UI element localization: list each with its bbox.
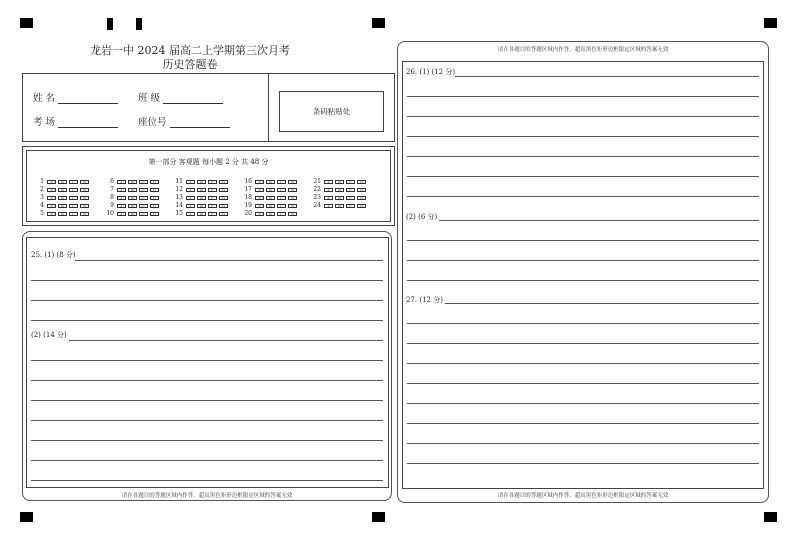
answer-line[interactable] [407,260,759,261]
mc-option-bubble[interactable]: C [69,212,78,217]
mc-question-number: 15 [175,210,183,217]
mc-option-bubble[interactable]: A [117,204,126,209]
mc-column [312,178,368,210]
mc-question-number: 11 [175,178,183,185]
mc-option-bubble[interactable]: B [58,180,67,185]
answer-line[interactable] [407,136,759,137]
mc-option-bubble[interactable]: B [197,212,206,217]
mc-question-number: 17 [244,186,252,193]
mc-option-bubble[interactable]: D [150,196,159,201]
mc-option-bubble[interactable]: D [150,180,159,185]
mc-option-bubble[interactable]: B [58,196,67,201]
q25-part2-label: (2) (14 分) [31,331,67,339]
mc-option-bubble[interactable]: A [47,204,56,209]
q25-part1-label: 25. (1) (8 分) [31,251,76,259]
answer-line[interactable] [407,343,759,344]
answer-line[interactable] [31,380,383,381]
seat-field[interactable] [138,114,230,128]
answer-line[interactable] [31,480,383,481]
mc-column [174,178,230,218]
mc-question-number: 8 [110,194,114,201]
mc-option-bubble[interactable]: C [139,196,148,201]
q26-part2-label: (2) (6 分) [406,213,438,221]
right-top-notice: 请在各题目的答题区域内作答，超出黑色矩形边框限定区域的答案无效 [497,47,669,53]
registration-mark [372,18,385,28]
mc-question-number: 5 [40,210,44,217]
right-answer-box [402,61,764,489]
answer-line[interactable] [445,303,759,304]
answer-line[interactable] [407,116,759,117]
mc-option-bubble[interactable]: D [80,180,89,185]
mc-option-bubble[interactable]: D [357,204,366,209]
mc-question-row [174,210,230,218]
mc-option-bubble[interactable]: D [150,212,159,217]
mc-section [22,146,395,226]
mc-option-bubble[interactable]: B [266,212,275,217]
mc-question-row [105,194,161,202]
class-label: 班 级 [138,93,161,104]
exam-title: 龙岩一中 2024 届高二上学期第三次月考 [90,44,290,57]
mc-option-bubble[interactable]: B [128,212,137,217]
answer-line[interactable] [407,156,759,157]
mc-question-number: 3 [40,194,44,201]
answer-line[interactable] [407,463,759,464]
mc-question-number: 4 [40,202,44,209]
mc-inner-frame [26,150,391,222]
name-underline[interactable] [58,93,118,104]
mc-option-bubble[interactable]: C [346,204,355,209]
mc-column [105,178,161,218]
mc-question-row [174,194,230,202]
answer-line[interactable] [407,280,759,281]
mc-option-bubble[interactable]: C [277,180,286,185]
answer-line[interactable] [439,220,759,221]
mc-question-row [105,210,161,218]
mc-question-number: 24 [313,202,321,209]
registration-mark [20,512,33,522]
q25-answer-box [26,237,389,488]
answer-line[interactable] [31,400,383,401]
mc-option-bubble[interactable]: C [69,204,78,209]
mc-option-bubble[interactable]: A [186,212,195,217]
seat-underline[interactable] [170,117,230,128]
mc-option-bubble[interactable]: A [117,188,126,193]
mc-option-bubble[interactable]: A [47,188,56,193]
mc-option-bubble[interactable]: A [255,196,264,201]
mc-question-number: 18 [244,194,252,201]
answer-line[interactable] [31,320,383,321]
mc-question-number: 16 [244,178,252,185]
exam-subtitle: 历史答题卷 [162,58,218,71]
answer-line[interactable] [31,280,383,281]
mc-option-bubble[interactable]: C [277,204,286,209]
mc-option-bubble[interactable]: D [80,196,89,201]
left-bottom-notice: 请在各题目的答题区域内作答，超出黑色矩形边框限定区域的答案无效 [121,493,293,499]
mc-option-bubble[interactable]: B [335,188,344,193]
mc-question-number: 19 [244,202,252,209]
barcode-label: 条码粘贴处 [312,107,351,116]
mc-option-bubble[interactable]: B [58,204,67,209]
mc-option-bubble[interactable]: C [208,188,217,193]
mc-option-bubble[interactable]: D [219,196,228,201]
mc-option-bubble[interactable]: B [335,204,344,209]
mc-option-bubble[interactable]: D [80,212,89,217]
answer-line[interactable] [407,443,759,444]
answer-line[interactable] [407,423,759,424]
mc-option-bubble[interactable]: D [288,188,297,193]
mc-option-bubble[interactable]: C [208,212,217,217]
mc-option-bubble[interactable]: A [255,188,264,193]
mc-option-bubble[interactable]: D [288,180,297,185]
mc-question-number: 21 [313,178,321,185]
mc-question-row [174,178,230,186]
mc-option-bubble[interactable]: C [69,188,78,193]
mc-question-row [35,202,91,210]
mc-option-bubble[interactable]: B [58,212,67,217]
mc-option-bubble[interactable]: D [219,204,228,209]
mc-question-row [105,202,161,210]
mc-option-bubble[interactable]: C [139,188,148,193]
mc-answer-grid [27,178,390,223]
mc-option-bubble[interactable]: A [324,196,333,201]
mc-option-bubble[interactable]: D [357,188,366,193]
mc-option-bubble[interactable]: D [219,188,228,193]
answer-line[interactable] [407,176,759,177]
mc-question-number: 7 [110,186,114,193]
mc-option-bubble[interactable]: C [277,188,286,193]
mc-question-row [312,186,368,194]
answer-line[interactable] [407,323,759,324]
info-divider [268,74,269,141]
mc-question-row [105,178,161,186]
mc-question-row [312,178,368,186]
mc-question-number: 9 [110,202,114,209]
mc-option-bubble[interactable]: A [324,204,333,209]
mc-option-bubble[interactable]: A [186,204,195,209]
class-field[interactable] [138,90,223,104]
name-field[interactable] [33,90,118,104]
answer-line[interactable] [407,363,759,364]
room-label: 考 场 [33,117,56,128]
mc-option-bubble[interactable]: B [128,180,137,185]
mc-option-bubble[interactable]: D [150,188,159,193]
mc-question-row [35,210,91,218]
answer-line[interactable] [407,403,759,404]
mc-column [243,178,299,218]
mc-question-number: 23 [313,194,321,201]
mc-question-number: 14 [175,202,183,209]
answer-line[interactable] [31,360,383,361]
mc-option-bubble[interactable]: D [288,196,297,201]
mc-option-bubble[interactable]: D [219,180,228,185]
mc-option-bubble[interactable]: A [117,180,126,185]
mc-question-number: 1 [40,178,44,185]
mc-question-number: 12 [175,186,183,193]
mc-option-bubble[interactable]: C [346,188,355,193]
registration-mark [20,18,33,28]
mc-option-bubble[interactable]: D [288,212,297,217]
mc-option-bubble[interactable]: A [324,188,333,193]
mc-option-bubble[interactable]: B [335,180,344,185]
answer-line[interactable] [407,383,759,384]
mc-column [35,178,91,218]
mc-question-row [35,186,91,194]
mc-option-bubble[interactable]: B [128,196,137,201]
mc-question-row [174,202,230,210]
mc-question-row [243,178,299,186]
class-underline[interactable] [163,93,223,104]
mc-title: 第一部分 客观题 每小题 2 分 共 48 分 [148,158,269,166]
mc-option-bubble[interactable]: A [255,204,264,209]
mc-question-row [243,194,299,202]
mc-option-bubble[interactable]: A [186,196,195,201]
answer-line[interactable] [455,76,759,77]
mc-option-bubble[interactable]: A [324,180,333,185]
mc-option-bubble[interactable]: C [139,204,148,209]
answer-line[interactable] [75,260,383,261]
mc-option-bubble[interactable]: A [47,212,56,217]
mc-question-number: 20 [244,210,252,217]
mc-option-bubble[interactable]: C [277,212,286,217]
mc-question-number: 22 [313,186,321,193]
mc-option-bubble[interactable]: C [139,212,148,217]
answer-line[interactable] [31,460,383,461]
q27-label: 27. (12 分) [406,296,443,304]
mc-option-bubble[interactable]: D [357,196,366,201]
mc-option-bubble[interactable]: C [208,204,217,209]
mc-option-bubble[interactable]: C [346,196,355,201]
registration-mark [764,18,777,28]
mc-option-bubble[interactable]: B [197,196,206,201]
mc-option-bubble[interactable]: A [255,180,264,185]
mc-question-number: 6 [110,178,114,185]
mc-option-bubble[interactable]: B [266,204,275,209]
mc-option-bubble[interactable]: D [288,204,297,209]
mc-option-bubble[interactable]: B [197,188,206,193]
mc-option-bubble[interactable]: C [208,196,217,201]
mc-option-bubble[interactable]: A [117,212,126,217]
mc-option-bubble[interactable]: A [47,180,56,185]
mc-question-row [105,186,161,194]
mc-option-bubble[interactable]: C [346,180,355,185]
mc-option-bubble[interactable]: B [266,196,275,201]
mc-option-bubble[interactable]: B [197,180,206,185]
answer-line[interactable] [407,240,759,241]
mc-option-bubble[interactable]: B [128,204,137,209]
mc-option-bubble[interactable]: A [186,180,195,185]
registration-mark [764,512,777,522]
mc-question-number: 13 [175,194,183,201]
registration-mark [372,512,385,522]
mc-option-bubble[interactable]: B [58,188,67,193]
registration-mark [136,18,142,30]
mc-option-bubble[interactable]: C [69,196,78,201]
mc-option-bubble[interactable]: B [266,180,275,185]
mc-option-bubble[interactable]: A [255,212,264,217]
answer-line[interactable] [31,420,383,421]
right-bottom-notice: 请在各题目的答题区域内作答，超出黑色矩形边框限定区域的答案无效 [497,493,669,499]
mc-option-bubble[interactable]: B [197,204,206,209]
mc-question-row [243,186,299,194]
mc-option-bubble[interactable]: D [357,180,366,185]
mc-option-bubble[interactable]: C [277,196,286,201]
answer-line[interactable] [407,96,759,97]
seat-label: 座位号 [138,117,167,128]
mc-option-bubble[interactable]: A [186,188,195,193]
mc-question-number: 10 [106,210,114,217]
mc-option-bubble[interactable]: B [128,188,137,193]
mc-option-bubble[interactable]: B [266,188,275,193]
mc-question-row [243,210,299,218]
student-info-box [22,73,395,142]
mc-question-row [312,202,368,210]
mc-question-row [174,186,230,194]
barcode-area [279,91,384,132]
answer-line[interactable] [69,340,383,341]
answer-line[interactable] [407,196,759,197]
mc-option-bubble[interactable]: D [150,204,159,209]
room-underline[interactable] [58,117,118,128]
mc-option-bubble[interactable]: C [69,180,78,185]
mc-option-bubble[interactable]: D [80,188,89,193]
mc-question-row [243,202,299,210]
answer-line[interactable] [31,440,383,441]
registration-mark [107,18,113,30]
mc-option-bubble[interactable]: C [139,180,148,185]
mc-question-number: 2 [40,186,44,193]
mc-option-bubble[interactable]: B [335,196,344,201]
room-field[interactable] [33,114,118,128]
name-label: 姓 名 [33,93,56,104]
mc-option-bubble[interactable]: C [208,180,217,185]
mc-option-bubble[interactable]: A [47,196,56,201]
mc-question-row [35,194,91,202]
mc-option-bubble[interactable]: D [219,212,228,217]
mc-option-bubble[interactable]: A [117,196,126,201]
q26-part1-label: 26. (1) (12 分) [406,68,456,76]
mc-question-row [312,194,368,202]
mc-option-bubble[interactable]: D [80,204,89,209]
mc-question-row [35,178,91,186]
answer-line[interactable] [31,300,383,301]
